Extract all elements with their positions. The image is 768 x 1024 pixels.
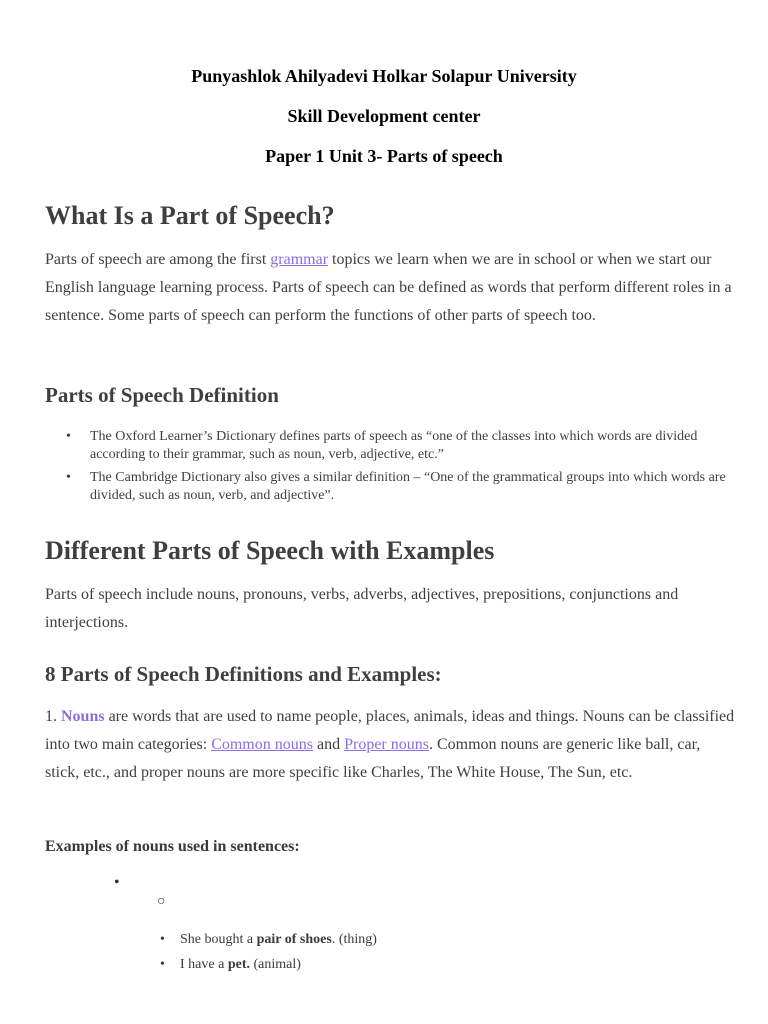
- definition-list: [66, 428, 726, 510]
- example-item-pet: [160, 952, 720, 977]
- item-number: 1.: [45, 708, 61, 725]
- grammar-link[interactable]: grammar: [270, 251, 329, 268]
- examples-heading: Examples of nouns used in sentences:: [45, 838, 300, 855]
- nouns-text-b: and: [312, 736, 345, 753]
- proper-nouns-link[interactable]: Proper nouns: [344, 736, 429, 753]
- intro-text-end: topics we learn when we are in school or when we start our English language learning process. Parts of speech can be defined as words that perform different roles in a sentence. Some parts of speech can perform the functions of other parts of speech too.: [45, 251, 732, 324]
- nouns-paragraph: [45, 703, 735, 787]
- nouns-text-c: . Common nouns are generic like ball, car, stick, etc., and proper nouns are more specific like Charles, The White House, The Sun, etc.: [45, 736, 701, 781]
- intro-text-start: Parts of speech are among the first: [45, 251, 271, 268]
- example-text: (animal): [249, 957, 301, 972]
- noun-examples-list: [160, 927, 720, 977]
- definition-item-oxford: • The Oxford Learner’s Dictionary defines parts of speech as “one of the classes into which words are divided according to their grammar, such as noun, verb, adjective, etc.”: [66, 428, 726, 464]
- example-bold: pet.: [227, 957, 250, 972]
- common-nouns-link[interactable]: Common nouns: [211, 736, 313, 753]
- empty-circle-glyph: ○: [157, 894, 166, 909]
- nouns-term: Nouns: [61, 708, 105, 725]
- section-heading-different-parts: Different Parts of Speech with Examples: [45, 536, 495, 565]
- section-heading-definition: Parts of Speech Definition: [45, 383, 279, 407]
- section-heading-eight-parts: 8 Parts of Speech Definitions and Examples:: [45, 662, 442, 686]
- example-bold: pair of shoes: [256, 932, 332, 947]
- university-title: Punyashlok Ahilyadevi Holkar Solapur University: [191, 66, 577, 86]
- example-text: I have a: [180, 957, 228, 972]
- definition-item-cambridge: • The Cambridge Dictionary also gives a similar definition – “One of the grammatical groups into which words are divided, such as noun, verb, and adjective”.: [66, 469, 726, 505]
- example-text: She bought a: [180, 932, 257, 947]
- center-title: Skill Development center: [287, 106, 481, 126]
- section-heading-what-is: What Is a Part of Speech?: [45, 201, 335, 230]
- nouns-text-a: are words that are used to name people, places, animals, ideas and things. Nouns can be classified into two main categories:: [45, 708, 735, 753]
- paper-title: Paper 1 Unit 3- Parts of speech: [265, 146, 503, 166]
- empty-bullet-glyph: •: [114, 874, 120, 891]
- intro-paragraph: [45, 246, 735, 330]
- example-item-shoes: [160, 927, 720, 952]
- example-text: . (thing): [331, 932, 377, 947]
- parts-list-paragraph: Parts of speech include nouns, pronouns, verbs, adverbs, adjectives, prepositions, conjunctions and interjections.: [45, 586, 679, 631]
